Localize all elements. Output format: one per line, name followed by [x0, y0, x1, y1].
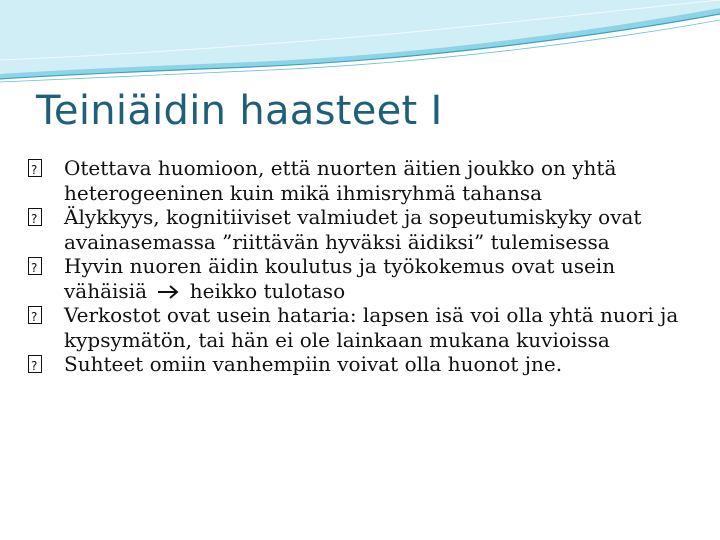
bullet-text: Älykkyys, kognitiiviset valmiudet ja sopeutumiskyky ovat avainasemassa ”riittävän hyväksi äidiksi” tulemisessa — [64, 205, 642, 254]
list-item — [28, 156, 688, 205]
list-item — [28, 352, 688, 377]
header-wave-decoration — [0, 0, 720, 90]
bullet-text: Suhteet omiin vanhempiin voivat olla huonot jne. — [64, 352, 563, 376]
bullet-list — [28, 156, 688, 377]
bullet-text: heikko tulotaso — [189, 278, 346, 303]
right-arrow-icon — [157, 285, 179, 299]
bullet-text: Hyvin nuoren äidin koulutus ja työkokemus ovat usein vähäisiä — [64, 254, 616, 303]
missing-glyph-box-icon — [28, 303, 64, 330]
bullet-text: Otettava huomioon, että nuorten äitien joukko on yhtä heterogeeninen kuin mikä ihmisryhmä tahansa — [64, 156, 617, 205]
bullet-text: Verkostot ovat usein hataria: lapsen isä voi olla yhtä nuori ja kypsymätön, tai hän ei ole lainkaan mukana kuvioissa — [64, 303, 679, 352]
list-item — [28, 303, 688, 352]
slide-title: Teiniäidin haasteet I — [36, 88, 443, 134]
missing-glyph-box-icon — [28, 156, 64, 183]
list-item — [28, 254, 688, 303]
missing-glyph-box-icon — [28, 352, 64, 379]
missing-glyph-box-icon — [28, 254, 64, 281]
list-item — [28, 205, 688, 254]
missing-glyph-box-icon — [28, 205, 64, 232]
